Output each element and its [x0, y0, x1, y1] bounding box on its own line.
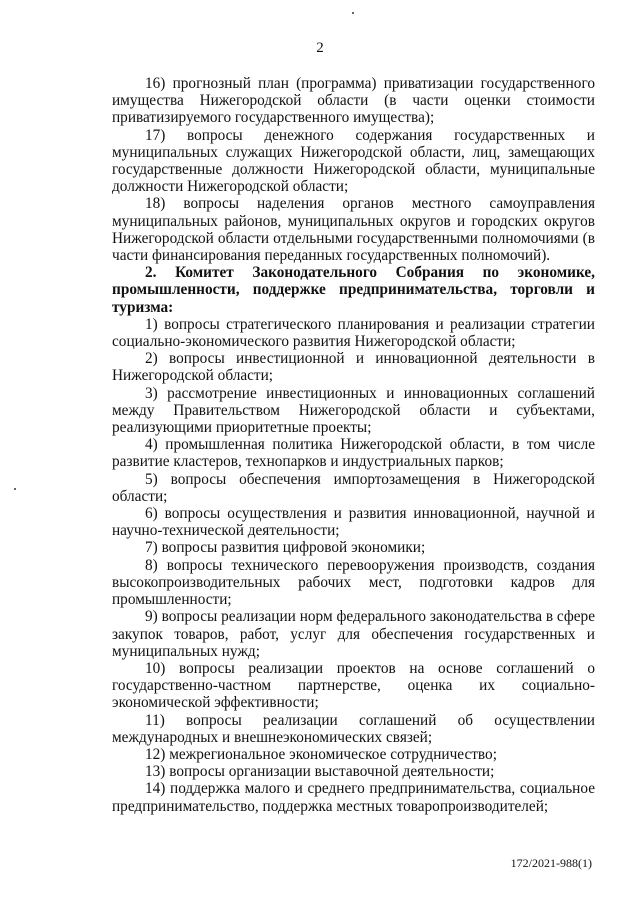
list-item: 9) вопросы реализации норм федерального законодательства в сфере закупок товаров, работ, услуг для обеспечения государственных и муниципальных нужд;: [112, 608, 595, 660]
document-body: [112, 75, 595, 815]
list-item: 13) вопросы организации выставочной деятельности;: [145, 763, 495, 781]
list-item: 12) межрегиональное экономическое сотрудничество;: [145, 745, 497, 763]
list-item: 18) вопросы наделения органов местного самоуправления муниципальных районов, муниципальных округов и городских округов Нижегородской области отдельными государственными полномочиями (в части финансирования переданных государственных полномочий).: [112, 195, 595, 265]
section-heading: 2. Комитет Законодательного Собрания по экономике, промышленности, поддержке предпринимательства, торговли и туризма:: [112, 264, 595, 316]
list-item: 6) вопросы осуществления и развития инновационной, научной и научно-технической деятельности;: [112, 505, 595, 540]
list-item: 7) вопросы развития цифровой экономики;: [145, 539, 426, 557]
list-item: 8) вопросы технического перевооружения производств, создания высокопроизводительных рабочих мест, подготовки кадров для промышленности;: [112, 556, 595, 609]
scan-speck: [14, 488, 16, 490]
document-code: 172/2021-988(1): [510, 856, 592, 870]
list-item: 10) вопросы реализации проектов на основе соглашений о государственно-частном партнерстве, оценка их социально-экономической эффективности;: [112, 659, 595, 712]
list-item: 5) вопросы обеспечения импортозамещения в Нижегородской области;: [112, 470, 595, 505]
list-item: 11) вопросы реализации соглашений об осуществлении международных и внешнеэкономических связей;: [112, 711, 595, 746]
page-number: 2: [316, 40, 324, 56]
list-item: 16) прогнозный план (программа) приватизации государственного имущества Нижегородской области (в части оценки стоимости приватизируемого государственного имущества);: [112, 75, 595, 127]
list-item: 2) вопросы инвестиционной и инновационной деятельности в Нижегородской области;: [112, 350, 595, 385]
list-item: 1) вопросы стратегического планирования и реализации стратегии социально-экономического развития Нижегородской области;: [112, 315, 595, 351]
list-item: 17) вопросы денежного содержания государственных и муниципальных служащих Нижегородской области, лиц, замещающих государственные должности Нижегородской области, муниципальные должности Нижегородской области;: [112, 126, 595, 196]
scan-speck: [352, 12, 354, 14]
list-item: 14) поддержка малого и среднего предпринимательства, социальное предпринимательство, поддержка местных товаропроизводителей;: [112, 780, 595, 815]
list-item: 4) промышленная политика Нижегородской области, в том числе развитие кластеров, технопарков и индустриальных парков;: [112, 436, 595, 471]
list-item: 3) рассмотрение инвестиционных и инновационных соглашений между Правительством Нижегородской области и субъектами, реализующими приоритетные проекты;: [112, 384, 595, 437]
